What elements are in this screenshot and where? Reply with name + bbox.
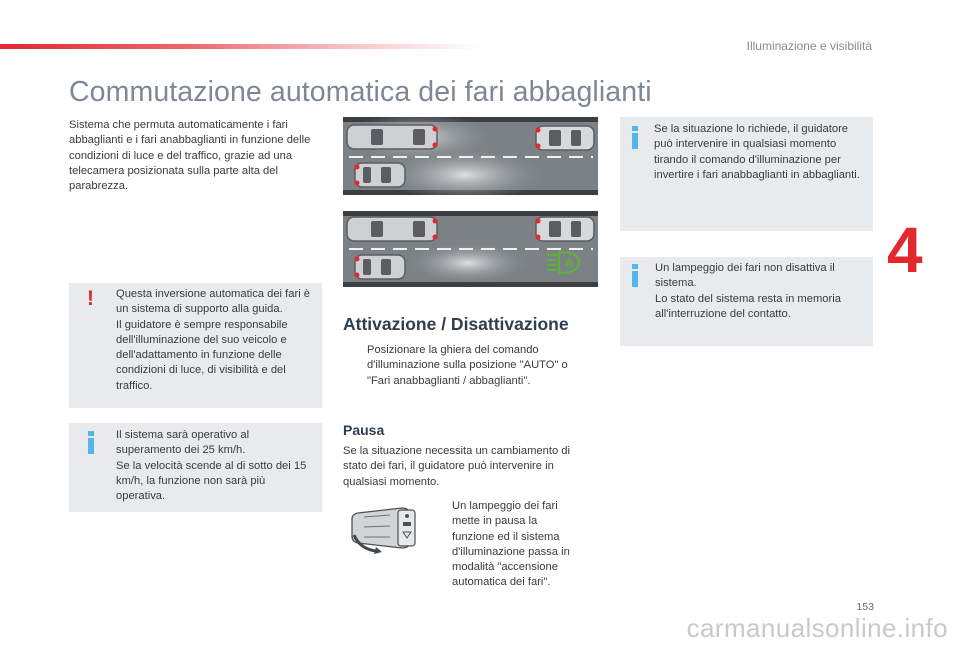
info-icon (632, 126, 638, 149)
car-icon (355, 163, 406, 187)
section-title: Illuminazione e visibilità (746, 39, 872, 53)
car-icon (536, 126, 595, 150)
page-number: 153 (856, 601, 874, 613)
info-box-override (620, 117, 873, 231)
car-icon (355, 255, 406, 279)
info-icon (632, 264, 638, 287)
chapter-number: 4 (887, 214, 923, 286)
activation-heading: Attivazione / Disattivazione (343, 314, 569, 334)
intro-paragraph: Sistema che permuta automaticamente i fari abbaglianti e i fari anabbaglianti in funzione delle condizioni di luce e del traffico, grazie ad una telecamera posizionata sulla parte alta del parabrezza. (69, 119, 311, 193)
warning-text: Questa inversione automatica dei fari è un sistema di supporto alla guida. Il guidatore è sempre responsabile dell'illuminazione del suo veicolo e dell'adattamento in funzione delle condizioni di luce, di visibilità e del traffico. (116, 288, 311, 392)
pause-heading: Pausa (343, 422, 385, 438)
info-text-override: Se la situazione lo richiede, il guidatore può intervenire in qualsiasi momento tirando il comando d'illuminazione per invertire i fari anabbaglianti in abbaglianti. (654, 123, 860, 181)
warning-box (69, 283, 322, 408)
pause-text: Se la situazione necessita un cambiamento di stato dei fari, il guidatore può intervenire in qualsiasi momento. (343, 445, 570, 488)
car-icon (536, 217, 595, 241)
activation-text: Posizionare la ghiera del comando d'illuminazione sulla posizione "AUTO" o "Fari anabbaglianti / abbaglianti". (367, 344, 568, 387)
pause-bullet-text: Un lampeggio dei fari mette in pausa la funzione ed il sistema d'illuminazione passa in modalità "accensione automatica dei fari". (452, 500, 570, 589)
info-box-memory (620, 257, 873, 346)
car-icon (347, 125, 438, 149)
high-beam-illustration (343, 117, 598, 287)
exclamation-icon: ! (87, 287, 94, 310)
header-accent-bar (0, 44, 480, 49)
info-icon (88, 431, 94, 454)
info-box-speed (69, 423, 322, 512)
info-text-speed: Il sistema sarà operativo al superamento dei 25 km/h. Se la velocità scende al di sotto dei 15 km/h, la funzione non sarà più operativa. (116, 429, 307, 503)
page-title: Commutazione automatica dei fari abbaglianti (69, 76, 652, 108)
light-stalk-icon (350, 505, 430, 555)
info-text-memory: Un lampeggio dei fari non disattiva il sistema. Lo stato del sistema resta in memoria all'interruzione del contatto. (655, 262, 841, 320)
svg-text:A: A (565, 256, 574, 270)
watermark: carmanualsonline.info (686, 613, 948, 643)
car-icon (347, 217, 438, 241)
